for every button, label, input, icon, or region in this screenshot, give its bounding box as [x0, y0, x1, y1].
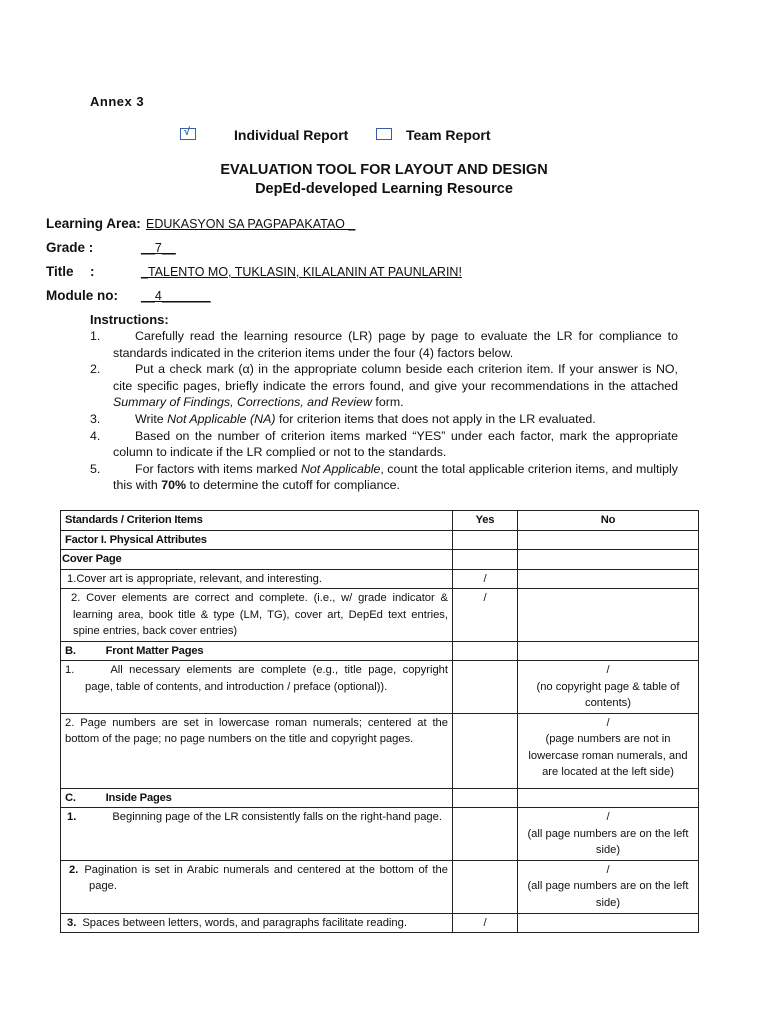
title-colon: : — [90, 264, 95, 279]
module-value: __4_______ — [141, 289, 211, 303]
instruction-number: 3. — [90, 411, 101, 426]
yes-cell[interactable] — [453, 860, 518, 913]
table-row — [61, 713, 699, 788]
document-title: EVALUATION TOOL FOR LAYOUT AND DESIGN — [220, 162, 548, 178]
no-cell[interactable] — [518, 788, 699, 808]
section-name: Front Matter Pages — [105, 644, 204, 657]
header-standards: Standards / Criterion Items — [61, 511, 453, 531]
no-mark: / — [606, 863, 610, 876]
no-cell[interactable] — [518, 550, 699, 570]
yes-cell[interactable] — [453, 550, 518, 570]
grade-label: Grade : — [46, 240, 94, 255]
instruction-item — [90, 461, 678, 494]
criterion-cell — [61, 860, 453, 913]
instruction-text: ) in the appropriate column beside each criterion item. If your answer is NO, cite specific pages, briefly indicate the errors found, and give your recommendations in the attached — [113, 362, 678, 393]
no-cell[interactable] — [518, 860, 699, 913]
section-row — [61, 788, 699, 808]
section-c-title — [61, 788, 453, 808]
factor-row — [61, 530, 699, 550]
section-letter: C. — [65, 791, 76, 804]
instruction-text: For factors with items marked — [135, 461, 301, 476]
instruction-text: Carefully read the learning resource (LR) page by page to evaluate the LR for compliance to standards indicated in the criterion items under the four (4) factors below. — [113, 329, 678, 360]
individual-report-checkbox[interactable] — [180, 128, 196, 140]
report-type-row — [180, 126, 600, 146]
no-cell[interactable] — [518, 661, 699, 714]
instruction-italic: Summary of Findings, Corrections, and Review — [113, 395, 372, 410]
no-note: (page numbers are not in lowercase roman numerals, and are located at the left side) — [528, 733, 688, 778]
table-row — [61, 661, 699, 714]
criterion-text: Beginning page of the LR consistently falls on the right-hand page. — [112, 811, 442, 823]
title-value: _TALENTO MO, TUKLASIN, KILALANIN AT PAUNLARIN! — [141, 265, 462, 279]
table-row — [61, 913, 699, 933]
criterion-cell — [61, 808, 453, 861]
instruction-number: 1. — [90, 329, 101, 343]
instructions-list — [90, 328, 678, 494]
instruction-number: 5. — [90, 461, 101, 476]
criterion-number: 3. — [67, 916, 77, 929]
criterion-number: 2. — [69, 863, 79, 876]
yes-cell[interactable] — [453, 530, 518, 550]
module-label: Module no: — [46, 288, 118, 303]
criterion-cell — [61, 661, 453, 714]
criterion-text: 2. Cover elements are correct and complete. (i.e., w/ grade indicator & learning area, book title & type (LM, TG), cover art, DepEd text entries, spine entries, back cover entries) — [61, 589, 453, 642]
header-yes: Yes — [453, 511, 518, 531]
individual-report-label: Individual Report — [234, 127, 349, 143]
criterion-text: 2. Page numbers are set in lowercase roman numerals; centered at the bottom of the page; no page numbers on the title and copyright pages. — [61, 713, 453, 788]
criterion-number: 1. — [67, 811, 77, 823]
instruction-italic: Not Applicable — [300, 461, 381, 476]
yes-cell[interactable]: / — [453, 913, 518, 933]
no-mark: / — [606, 716, 610, 729]
instruction-text: form. — [371, 395, 404, 410]
team-report-checkbox[interactable] — [376, 128, 392, 140]
yes-cell[interactable] — [453, 641, 518, 661]
instruction-text: Write — [135, 411, 168, 426]
instruction-number: 2. — [90, 362, 101, 377]
no-note: (no copyright page & table of contents) — [536, 680, 680, 709]
no-cell[interactable] — [518, 569, 699, 589]
section-row — [61, 550, 699, 570]
criterion-text: 1.Cover art is appropriate, relevant, and interesting. — [61, 569, 453, 589]
title-label: Title — [46, 264, 74, 279]
instruction-text: , count the total applicable criterion items, and multiply this with — [113, 461, 678, 493]
instruction-item — [90, 411, 678, 428]
annex-label: Annex 3 — [90, 94, 145, 109]
no-cell[interactable] — [518, 589, 699, 642]
yes-cell[interactable] — [453, 661, 518, 714]
no-cell[interactable] — [518, 641, 699, 661]
learning-area-label: Learning Area: — [46, 216, 141, 231]
criterion-number: 1. — [65, 664, 75, 676]
yes-cell[interactable] — [453, 808, 518, 861]
yes-cell[interactable] — [453, 713, 518, 788]
table-row — [61, 589, 699, 642]
table-row — [61, 860, 699, 913]
section-row — [61, 641, 699, 661]
table-row — [61, 569, 699, 589]
evaluation-table — [60, 510, 699, 933]
instruction-text: Put a check mark ( — [135, 362, 243, 377]
criterion-text: Spaces between letters, words, and paragraphs facilitate reading. — [82, 916, 407, 929]
table-header-row — [61, 511, 699, 531]
instruction-bold: 70% — [161, 478, 187, 493]
document-subtitle: DepEd-developed Learning Resource — [255, 181, 513, 197]
instruction-item — [90, 361, 678, 411]
table-row — [61, 808, 699, 861]
no-cell[interactable] — [518, 530, 699, 550]
yes-cell[interactable]: / — [453, 589, 518, 642]
criterion-cell — [61, 913, 453, 933]
team-report-label: Team Report — [406, 127, 491, 143]
no-note: (all page numbers are on the left side) — [527, 880, 689, 909]
instruction-italic: Not Applicable (NA) — [167, 411, 276, 426]
section-b-title — [61, 641, 453, 661]
instruction-item — [90, 328, 678, 361]
yes-cell[interactable] — [453, 788, 518, 808]
header-no: No — [518, 511, 699, 531]
no-mark: / — [606, 664, 610, 676]
check-symbol: α — [242, 362, 250, 377]
no-note: (all page numbers are on the left side) — [527, 827, 689, 856]
learning-area-value: EDUKASYON SA PAGPAPAKATAO _ — [146, 217, 356, 231]
criterion-text: Pagination is set in Arabic numerals and centered at the bottom of the page. — [84, 863, 448, 892]
criterion-text: All necessary elements are complete (e.g., title page, copyright page, table of contents, and introduction / preface (optional)). — [85, 664, 448, 693]
instruction-text: Based on the number of criterion items marked “YES” under each factor, mark the appropriate column to indicate if the LR complied or not to the standards. — [113, 428, 678, 460]
grade-value: __7__ — [141, 241, 176, 255]
instruction-text: to determine the cutoff for compliance. — [186, 478, 400, 493]
no-cell[interactable] — [518, 713, 699, 788]
check-mark-icon: √ — [184, 126, 191, 138]
no-cell[interactable] — [518, 808, 699, 861]
section-letter: B. — [65, 644, 76, 657]
no-mark: / — [606, 811, 610, 823]
yes-cell[interactable]: / — [453, 569, 518, 589]
instructions-heading: Instructions: — [90, 312, 169, 327]
factor-title: Factor I. Physical Attributes — [61, 530, 453, 550]
no-cell[interactable] — [518, 913, 699, 933]
instruction-item — [90, 428, 678, 461]
cover-page-title: Cover Page — [61, 550, 453, 570]
section-name: Inside Pages — [105, 791, 172, 804]
instruction-number: 4. — [90, 428, 101, 443]
instruction-text: for criterion items that does not apply in the LR evaluated. — [275, 411, 596, 426]
